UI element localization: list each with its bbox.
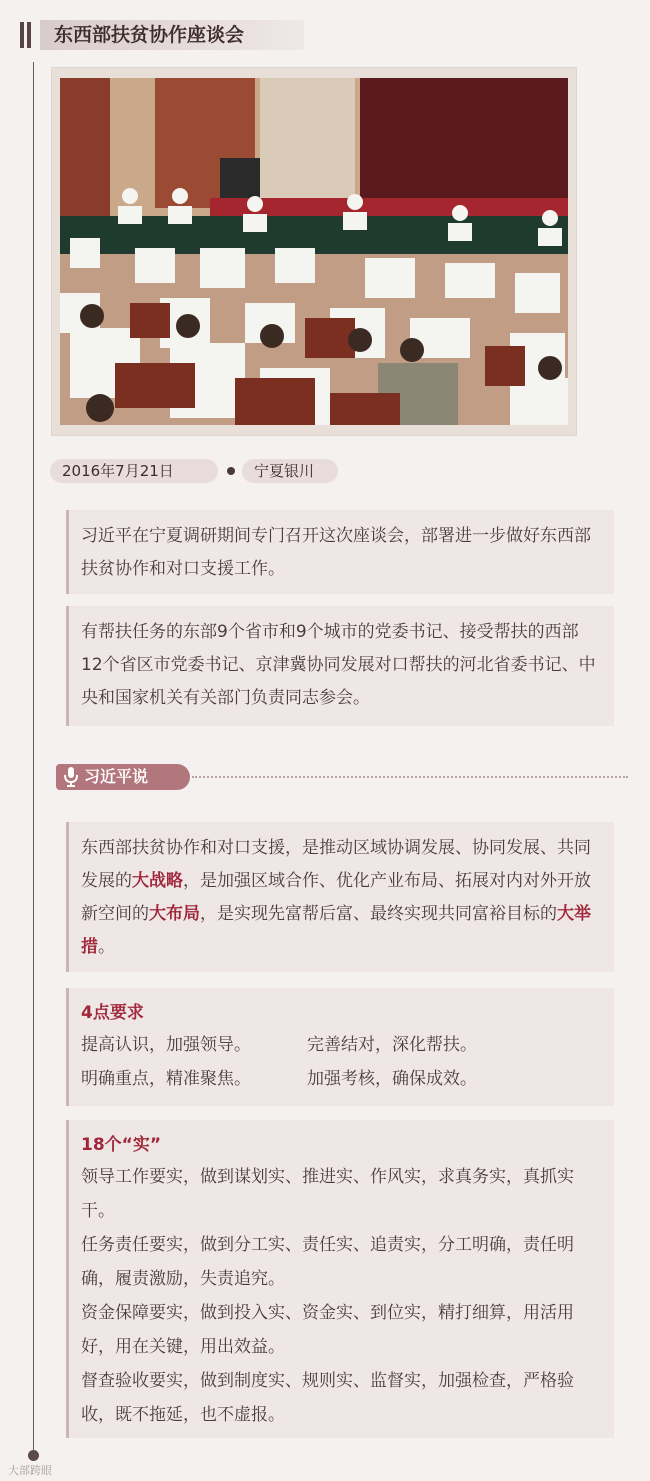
quote-part-2: ，是加强区域合作、优化产业布局、拓展对内对外开放新空间的	[81, 871, 591, 924]
shi-item: 资金保障要实，做到投入实、资金实、到位实，精打细算，用活用好，用在关键，用出效益。	[81, 1303, 574, 1357]
meeting-photo-illustration	[60, 78, 568, 425]
requirements-row-2	[81, 1062, 600, 1096]
shi-title: 18个“实”	[81, 1135, 162, 1155]
shi-item: 领导工作要实，做到谋划实、推进实、作风实，求真务实，真抓实干。	[81, 1167, 574, 1221]
date-badge: 2016年7月21日	[50, 459, 218, 483]
quote-emphasis-2: 大布局	[149, 904, 200, 924]
requirement-item: 提高认识，加强领导。	[81, 1035, 251, 1055]
watermark: 大部跨眼	[8, 1464, 52, 1477]
section-label: 习近平说	[84, 767, 149, 786]
requirements-card	[66, 988, 614, 1106]
requirement-item: 完善结对，深化帮扶。	[307, 1035, 477, 1055]
timeline-end-dot	[28, 1450, 39, 1461]
header-bars-icon	[20, 22, 34, 52]
section-divider	[192, 776, 628, 778]
location-badge: 宁夏银川	[242, 459, 338, 483]
shi-item: 任务责任要实，做到分工实、责任实、追责实，分工明确，责任明确，履责激励，失责追究。	[81, 1235, 574, 1289]
requirement-item: 明确重点，精准聚焦。	[81, 1069, 251, 1089]
quote-part-3: ，是实现先富帮后富、最终实现共同富裕目标的	[200, 904, 557, 924]
requirements-title: 4点要求	[81, 1003, 144, 1023]
quote-part-1: 东西部扶贫协作和对口支援，是推动区域协调发展、协同发展、共同发展的	[81, 838, 591, 891]
quote-card	[66, 822, 614, 972]
timeline-line	[33, 62, 34, 1452]
requirement-item: 加强考核，确保成效。	[307, 1069, 477, 1089]
quote-emphasis-1: 大战略	[132, 871, 183, 891]
intro-text-2: 有帮扶任务的东部9个省市和9个城市的党委书记、接受帮扶的西部12个省区市党委书记、京津冀协同发展对口帮扶的河北省委书记、中央和国家机关有关部门负责同志参会。	[81, 622, 596, 708]
intro-text-1: 习近平在宁夏调研期间专门召开这次座谈会，部署进一步做好东西部扶贫协作和对口支援工作。	[81, 526, 591, 579]
shi-item: 督查验收要实，做到制度实、规则实、监督实，加强检查，严格验收，既不拖延，也不虚报。	[81, 1371, 574, 1425]
quote-part-4: 。	[98, 937, 115, 957]
quote-text	[81, 832, 600, 964]
meeting-photo	[60, 78, 568, 425]
separator-dot	[227, 467, 235, 475]
intro-card-1	[66, 510, 614, 594]
intro-card-2	[66, 606, 614, 726]
photo-frame	[52, 68, 576, 435]
shi-card	[66, 1120, 614, 1438]
section-header	[56, 764, 190, 790]
page-title: 东西部扶贫协作座谈会	[40, 20, 304, 50]
microphone-icon	[62, 766, 80, 788]
requirements-row-1	[81, 1028, 600, 1062]
quote-emphasis-3: 大举措	[81, 904, 591, 957]
